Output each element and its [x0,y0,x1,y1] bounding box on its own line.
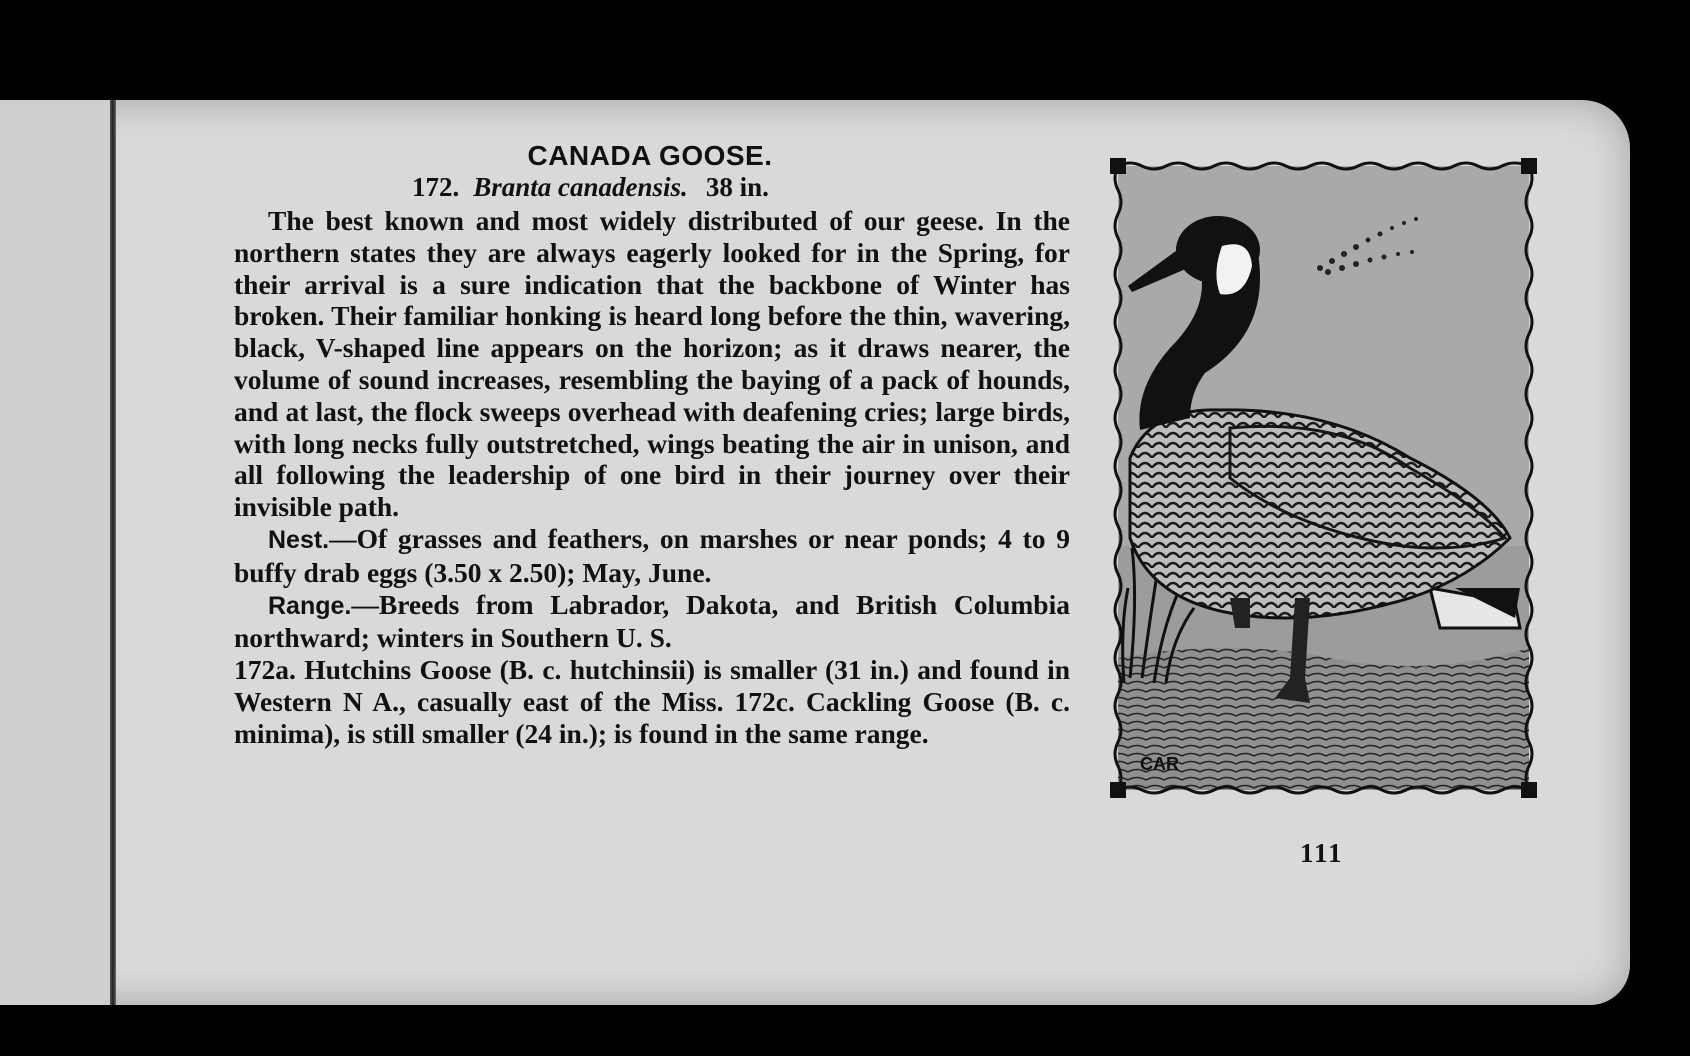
species-line [412,172,769,203]
species-text [234,205,1070,750]
marsh-ground [1118,648,1529,790]
facing-page-edge [0,100,114,1005]
book-spine [110,100,116,1005]
species-number: 172. [412,172,460,202]
range-label: Range. [268,591,352,620]
latin-name: Branta canadensis. [473,172,688,202]
range-paragraph [234,589,1070,655]
nest-label: Nest. [268,525,330,554]
subspecies-paragraph: 172a. Hutchins Goose (B. c. hutchinsii) is smaller (31 in.) and found in Western N A., casually east of the Miss. 172c. Cackling Goose (B. c. minima), is still smaller (24 in.); is found in the same range. [234,654,1070,749]
species-heading: CANADA GOOSE. [527,140,773,171]
species-length: 38 in. [705,172,769,202]
canada-goose-illustration [1110,158,1537,798]
description-paragraph: The best known and most widely distributed of our geese. In the northern states they are always eagerly looked for in the Spring, for their arrival is a sure indication that the backbone of Winter has broken. Their familiar honking is heard long before the thin, wavering, black, V-shaped line appears on the horizon; as it draws nearer, the volume of sound increases, resembling the baying of a pack of hounds, and at last, the flock sweeps overhead with deafening cries; large birds, with long necks fully outstretched, wings beating the air in unison, and all following the leadership of one bird in their journey over their invisible path. [234,205,1070,523]
nest-paragraph [234,523,1070,589]
goose-plate-svg [1110,158,1537,798]
nest-text: —Of grasses and feathers, on marshes or near ponds; 4 to 9 buffy drab eggs (3.50 x 2.50); May, June. [234,522,1070,588]
page-number: 111 [1300,838,1344,868]
range-text: —Breeds from Labrador, Dakota, and British Columbia northward; winters in Southern U. S. [234,588,1070,654]
artist-signature: CAR [1140,754,1179,774]
